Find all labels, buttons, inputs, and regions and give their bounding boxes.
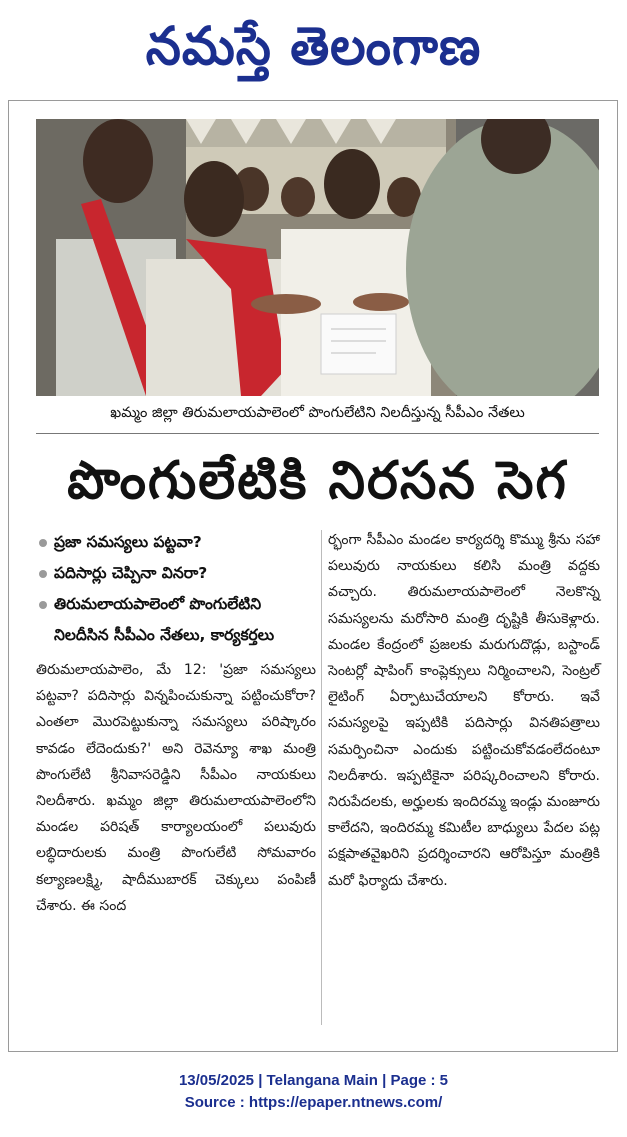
highlight-list <box>36 527 316 651</box>
news-photo <box>36 119 599 396</box>
highlight-item: ప్రజా సమస్యలు పట్టవా? <box>36 527 316 558</box>
article-column-right <box>328 527 600 894</box>
bullet-icon <box>39 570 47 578</box>
photo-caption: ఖమ్మం జిల్లా తిరుమలాయపాలెంలో పొంగులేటిని నిలదీస్తున్న సీపీఎం నేతలు <box>110 405 525 421</box>
highlight-item: తిరుమలాయపాలెంలో పొంగులేటిని నిలదీసిన సీపీఎం నేతలు, కార్యకర్తలు <box>36 589 316 651</box>
masthead <box>0 0 627 92</box>
headline: పొంగులేటికి నిరసన సెగ <box>67 451 568 511</box>
article-body-right: ర్భంగా సీపీఎం మండల కార్యదర్శి కొమ్ము శ్రీను సహా పలువురు నాయకులు కలిసి మంత్రి వద్దకు వచ్చారు. తిరుమలాయపాలెంలో నెలకొన్న సమస్యలను మరోసారి మంత్రి దృష్టికి తీసుకెళ్లారు. మండల కేంద్రంలో ప్రజలకు మరుగుదొడ్లు, బస్టాండ్ సెంటర్లో షాపింగ్ కాంప్లెక్సులు నిర్మించాలని, సెంట్రల్ లైటింగ్ ఏర్పాటుచేయాలని కోరారు. ఇవే సమస్యలపై ఇప్పటికి పదిసార్లు వినతిపత్రాలు సమర్పించినా ఎందుకు పట్టించుకోవడంలేదంటూ నిలదీశారు. ఇప్పటికైనా పరిష్కరించాలని కోరారు. నిరుపేదలకు, అర్హులకు ఇందిరమ్మ ఇండ్లు మంజూరు కాలేదని, ఇందిరమ్మ కమిటీల బాధ్యులు పేదల పట్ల పక్షపాతవైఖరిని ప్రదర్శించారని ఆరోపిస్తూ మంత్రికి మరో ఫిర్యాదు చేశారు. <box>328 532 600 889</box>
source-link[interactable]: Source : https://epaper.ntnews.com/ <box>184 1094 443 1111</box>
bullet-icon <box>39 601 47 609</box>
column-divider <box>321 530 322 1025</box>
caption-rule <box>36 433 599 434</box>
bullet-icon <box>39 539 47 547</box>
highlight-item: పదిసార్లు చెప్పినా వినరా? <box>36 558 316 589</box>
footer <box>0 1070 627 1114</box>
edition-info: 13/05/2025 | Telangana Main | Page : 5 <box>178 1072 449 1089</box>
newspaper-logo: నమస్తే తెలంగాణ <box>145 15 482 77</box>
article-column-left <box>36 527 316 919</box>
article-body-left: తిరుమలాయపాలెం, మే 12: 'ప్రజా సమస్యలు పట్టవా? పదిసార్లు విన్నపించుకున్నా పట్టించుకోరా? ఎంతలా మొరపెట్టుకున్నా సమస్యలు పరిష్కారం కావడం లేదెందుకు?' అని రెవెన్యూ శాఖ మంత్రి పొంగులేటి శ్రీనివాసరెడ్డిని సీపీఎం నాయకులు నిలదీశారు. ఖమ్మం జిల్లా తిరుమలాయపాలెంలోని మండల పరిషత్ కార్యాలయంలో పలువురు లబ్ధిదారులకు మంత్రి పొంగులేటి సోమవారం కల్యాణలక్ష్మి, షాదీముబారక్ చెక్కులు పంపిణీ చేశారు. ఈ సంద <box>36 662 316 914</box>
